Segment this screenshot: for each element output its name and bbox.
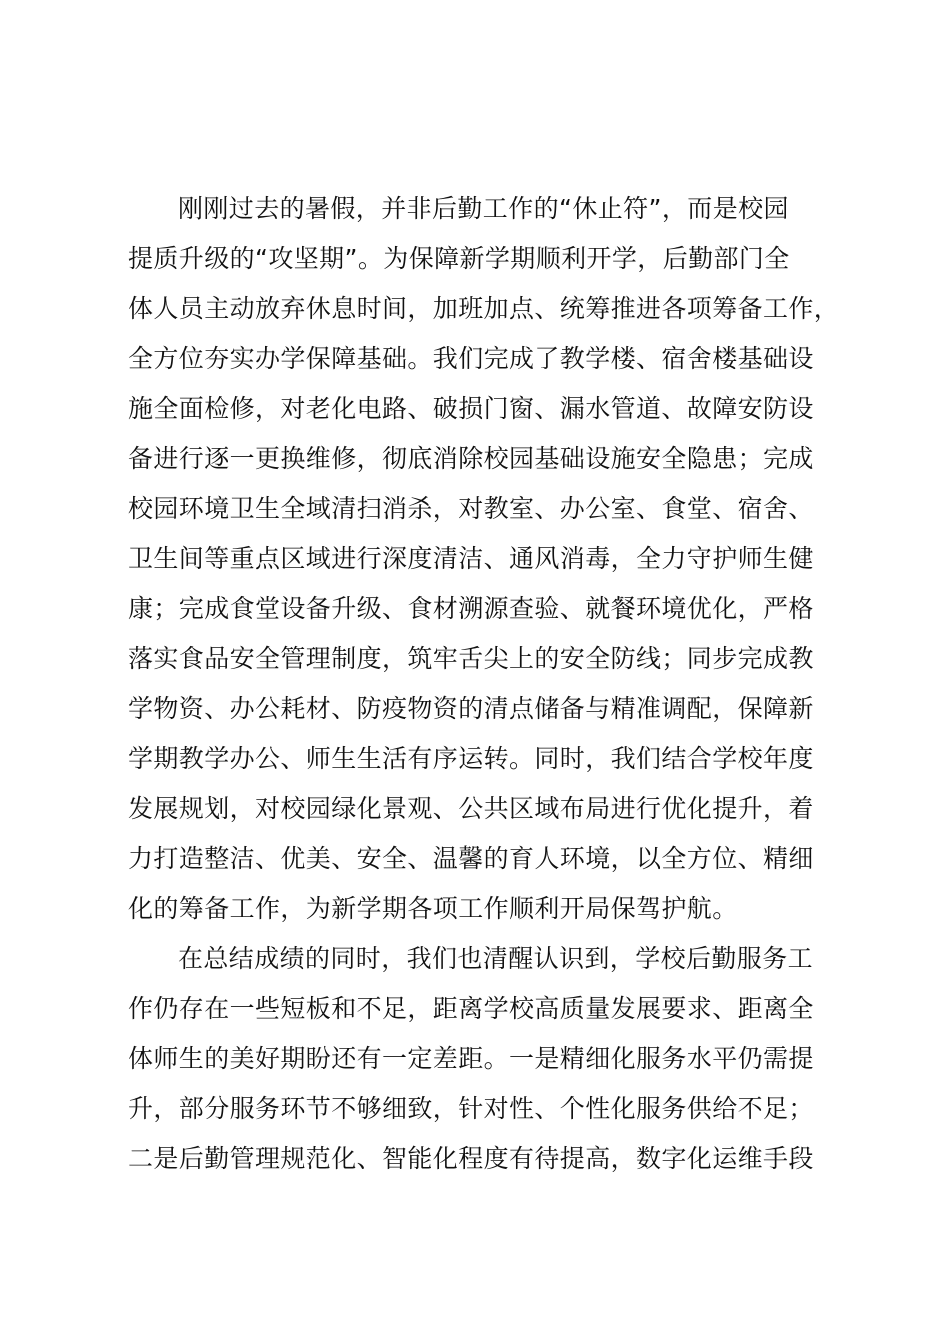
paragraph-2 (128, 934, 848, 1184)
paragraph-line: 全方位夯实办学保障基础。我们完成了教学楼、宿舍楼基础设 (128, 344, 814, 373)
paragraph-line: 力打造整洁、优美、安全、温馨的育人环境，以全方位、精细 (128, 844, 814, 873)
paragraph-line: 化的筹备工作，为新学期各项工作顺利开局保驾护航。 (128, 894, 738, 923)
paragraph-line: 体师生的美好期盼还有一定差距。一是精细化服务水平仍需提 (128, 1044, 814, 1073)
paragraph-line: 刚刚过去的暑假，并非后勤工作的“休止符”，而是校园 (178, 194, 789, 223)
paragraph-line: 发展规划，对校园绿化景观、公共区域布局进行优化提升，着 (128, 794, 814, 823)
paragraph-line: 落实食品安全管理制度，筑牢舌尖上的安全防线；同步完成教 (128, 644, 814, 673)
paragraph-line: 体人员主动放弃休息时间，加班加点、统筹推进各项筹备工作， (128, 294, 840, 323)
paragraph-line: 施全面检修，对老化电路、破损门窗、漏水管道、故障安防设 (128, 394, 814, 423)
paragraph-line: 学期教学办公、师生生活有序运转。同时，我们结合学校年度 (128, 744, 814, 773)
paragraph-line: 在总结成绩的同时，我们也清醒认识到，学校后勤服务工 (178, 944, 814, 973)
paragraph-line: 升，部分服务环节不够细致，针对性、个性化服务供给不足； (128, 1094, 814, 1123)
document-body (128, 184, 848, 1184)
paragraph-line: 备进行逐一更换维修，彻底消除校园基础设施安全隐患；完成 (128, 444, 814, 473)
paragraph-line: 学物资、办公耗材、防疫物资的清点储备与精准调配，保障新 (128, 694, 814, 723)
paragraph-line: 提质升级的“攻坚期”。为保障新学期顺利开学，后勤部门全 (128, 244, 790, 273)
paragraph-line: 作仍存在一些短板和不足，距离学校高质量发展要求、距离全 (128, 994, 814, 1023)
paragraph-line: 卫生间等重点区域进行深度清洁、通风消毒，全力守护师生健 (128, 544, 814, 573)
paragraph-line: 校园环境卫生全域清扫消杀，对教室、办公室、食堂、宿舍、 (128, 494, 814, 523)
paragraph-line: 二是后勤管理规范化、智能化程度有待提高，数字化运维手段 (128, 1144, 814, 1173)
paragraph-1 (128, 184, 848, 934)
paragraph-line: 康；完成食堂设备升级、食材溯源查验、就餐环境优化，严格 (128, 594, 814, 623)
